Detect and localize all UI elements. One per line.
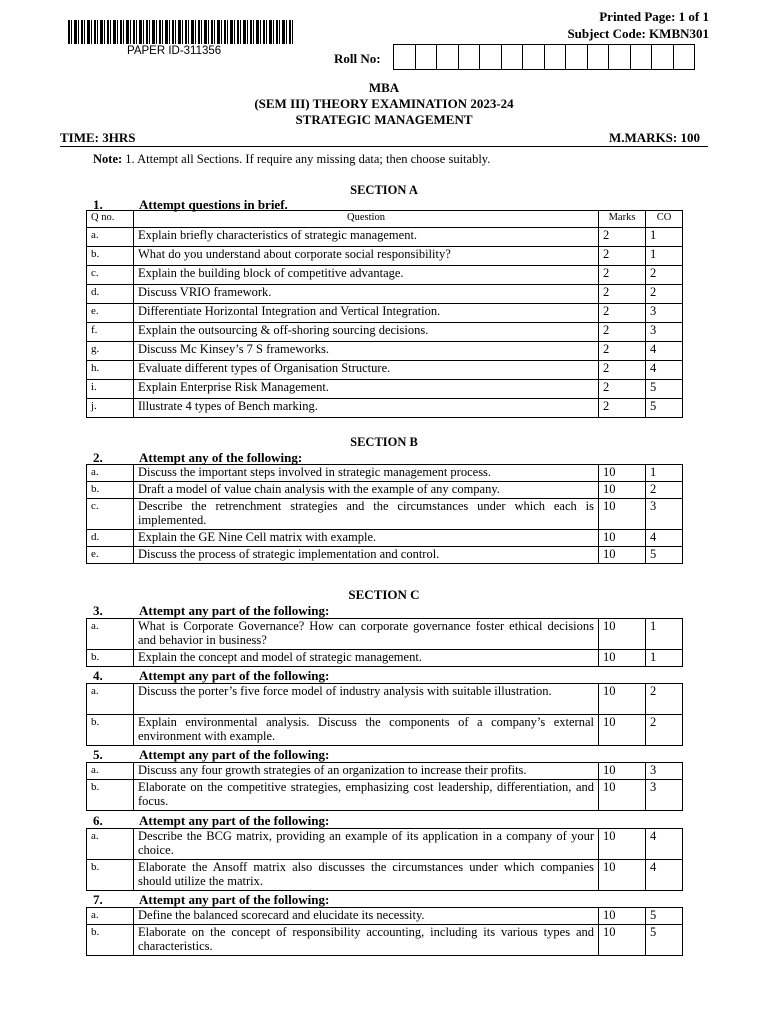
cell-co: 1 (646, 465, 683, 482)
cell-marks: 2 (599, 304, 646, 323)
table-row (87, 530, 683, 547)
section-a-instruction: 1. Attempt questions in brief. (93, 197, 288, 212)
cell-text: Explain Enterprise Risk Management. (134, 380, 599, 399)
cell-marks: 2 (599, 380, 646, 399)
cell-marks: 2 (599, 228, 646, 247)
section-c-instruction: 7. Attempt any part of the following: (93, 892, 330, 907)
section-c-instruction: 5. Attempt any part of the following: (93, 747, 330, 762)
table-row (87, 619, 683, 650)
cell-marks: 10 (599, 482, 646, 499)
table-row (87, 465, 683, 482)
cell-co: 4 (646, 361, 683, 380)
cell-text: Explain briefly characteristics of strategic management. (134, 228, 599, 247)
section-a-title: SECTION A (350, 183, 418, 197)
cell-marks: 10 (599, 908, 646, 925)
cell-marks: 10 (599, 499, 646, 530)
cell-marks: 2 (599, 285, 646, 304)
section-b-instruction: 2. Attempt any of the following: (93, 450, 303, 465)
section-c-table (86, 828, 683, 891)
cell-qno: i. (87, 380, 134, 399)
cell-text: Elaborate on the competitive strategies, emphasizing cost leadership, differentiation, and focus. (134, 780, 599, 811)
time: TIME: 3HRS (60, 130, 136, 145)
cell-qno: b. (87, 860, 134, 891)
table-row (87, 285, 683, 304)
section-c-table (86, 907, 683, 956)
roll-no-label: Roll No: (334, 51, 381, 66)
cell-co: 2 (646, 285, 683, 304)
table-row (87, 715, 683, 746)
cell-text: Elaborate on the concept of responsibility accounting, including its various types and characteristics. (134, 925, 599, 956)
table-row (87, 908, 683, 925)
cell-co: 2 (646, 266, 683, 285)
cell-qno: c. (87, 499, 134, 530)
section-c-instruction: 6. Attempt any part of the following: (93, 813, 330, 828)
cell-co: 2 (646, 482, 683, 499)
header-divider (60, 146, 708, 147)
cell-qno: f. (87, 323, 134, 342)
subject-title: STRATEGIC MANAGEMENT (295, 112, 473, 127)
program: MBA (368, 80, 400, 95)
cell-text: Draft a model of value chain analysis with the example of any company. (134, 482, 599, 499)
cell-co: 4 (646, 860, 683, 891)
max-marks: M.MARKS: 100 (609, 130, 700, 145)
cell-qno: b. (87, 780, 134, 811)
cell-qno: a. (87, 465, 134, 482)
cell-co: 4 (646, 530, 683, 547)
cell-qno: e. (87, 547, 134, 564)
cell-marks: 10 (599, 829, 646, 860)
cell-marks: 10 (599, 619, 646, 650)
cell-marks: 2 (599, 266, 646, 285)
cell-text: Illustrate 4 types of Bench marking. (134, 399, 599, 418)
cell-qno: d. (87, 285, 134, 304)
section-a-table (86, 210, 683, 418)
cell-co: 4 (646, 342, 683, 361)
cell-text: What do you understand about corporate social responsibility? (134, 247, 599, 266)
cell-text: Explain the building block of competitive advantage. (134, 266, 599, 285)
table-header: Q no. Question Marks CO (87, 211, 683, 228)
cell-qno: e. (87, 304, 134, 323)
section-b-table (86, 464, 683, 564)
cell-marks: 2 (599, 361, 646, 380)
table-row (87, 499, 683, 530)
cell-co: 1 (646, 247, 683, 266)
cell-text: Explain environmental analysis. Discuss the components of a company’s external environment with example. (134, 715, 599, 746)
cell-qno: h. (87, 361, 134, 380)
cell-qno: b. (87, 482, 134, 499)
cell-marks: 10 (599, 763, 646, 780)
section-c-title: SECTION C (348, 587, 420, 602)
cell-co: 4 (646, 829, 683, 860)
cell-qno: b. (87, 247, 134, 266)
cell-qno: a. (87, 684, 134, 715)
table-row (87, 342, 683, 361)
table-row (87, 650, 683, 667)
cell-co: 5 (646, 399, 683, 418)
cell-text: Discuss the important steps involved in strategic management process. (134, 465, 599, 482)
table-row (87, 399, 683, 418)
cell-co: 2 (646, 715, 683, 746)
cell-qno: a. (87, 619, 134, 650)
cell-marks: 10 (599, 530, 646, 547)
cell-marks: 10 (599, 780, 646, 811)
table-row (87, 247, 683, 266)
table-row (87, 228, 683, 247)
barcode (68, 20, 295, 44)
cell-marks: 2 (599, 399, 646, 418)
cell-text: Evaluate different types of Organisation Structure. (134, 361, 599, 380)
cell-text: Discuss VRIO framework. (134, 285, 599, 304)
cell-text: Discuss the process of strategic implementation and control. (134, 547, 599, 564)
cell-co: 1 (646, 228, 683, 247)
table-row (87, 925, 683, 956)
table-row (87, 780, 683, 811)
cell-co: 3 (646, 763, 683, 780)
section-c-table (86, 618, 683, 667)
roll-no-boxes (394, 44, 695, 72)
table-row (87, 380, 683, 399)
cell-co: 3 (646, 780, 683, 811)
cell-qno: a. (87, 228, 134, 247)
cell-co: 1 (646, 619, 683, 650)
cell-text: Discuss Mc Kinsey’s 7 S frameworks. (134, 342, 599, 361)
cell-marks: 2 (599, 342, 646, 361)
section-c-table (86, 762, 683, 811)
table-row (87, 304, 683, 323)
cell-co: 5 (646, 908, 683, 925)
cell-qno: g. (87, 342, 134, 361)
section-c-instruction: 4. Attempt any part of the following: (93, 668, 330, 683)
cell-co: 3 (646, 323, 683, 342)
cell-marks: 10 (599, 860, 646, 891)
cell-marks: 10 (599, 650, 646, 667)
cell-text: Elaborate the Ansoff matrix also discusses the circumstances under which companies should utilize the matrix. (134, 860, 599, 891)
table-row (87, 361, 683, 380)
section-c-table (86, 683, 683, 746)
cell-qno: b. (87, 650, 134, 667)
table-row (87, 684, 683, 715)
cell-text: Describe the retrenchment strategies and the circumstances under which each is implemented. (134, 499, 599, 530)
cell-co: 1 (646, 650, 683, 667)
cell-co: 3 (646, 499, 683, 530)
cell-qno: c. (87, 266, 134, 285)
cell-text: Differentiate Horizontal Integration and Vertical Integration. (134, 304, 599, 323)
cell-text: Discuss the porter’s five force model of industry analysis with suitable illustration. (134, 684, 599, 715)
cell-co: 5 (646, 547, 683, 564)
cell-qno: a. (87, 829, 134, 860)
cell-qno: b. (87, 715, 134, 746)
paper-id: PAPER ID-311356 (127, 45, 222, 57)
cell-qno: a. (87, 908, 134, 925)
table-row (87, 860, 683, 891)
cell-text: Explain the concept and model of strategic management. (134, 650, 599, 667)
cell-text: Explain the GE Nine Cell matrix with example. (134, 530, 599, 547)
table-row (87, 323, 683, 342)
cell-co: 5 (646, 925, 683, 956)
cell-qno: d. (87, 530, 134, 547)
cell-marks: 10 (599, 925, 646, 956)
cell-co: 2 (646, 684, 683, 715)
cell-marks: 2 (599, 247, 646, 266)
cell-text: Describe the BCG matrix, providing an example of its application in a company of your choice. (134, 829, 599, 860)
cell-marks: 10 (599, 715, 646, 746)
cell-co: 3 (646, 304, 683, 323)
table-row (87, 266, 683, 285)
cell-text: Explain the outsourcing & off-shoring sourcing decisions. (134, 323, 599, 342)
table-row (87, 829, 683, 860)
cell-text: What is Corporate Governance? How can corporate governance foster ethical decisions and behavior in business? (134, 619, 599, 650)
printed-page: Printed Page: 1 of 1 (599, 9, 709, 24)
section-c-instruction: 3. Attempt any part of the following: (93, 603, 330, 618)
cell-text: Discuss any four growth strategies of an organization to increase their profits. (134, 763, 599, 780)
cell-co: 5 (646, 380, 683, 399)
exam-title: (SEM III) THEORY EXAMINATION 2023-24 (254, 96, 514, 111)
table-row (87, 763, 683, 780)
cell-text: Define the balanced scorecard and elucidate its necessity. (134, 908, 599, 925)
note: Note: 1. Attempt all Sections. If require any missing data; then choose suitably. (93, 152, 491, 166)
table-row (87, 547, 683, 564)
cell-qno: j. (87, 399, 134, 418)
subject-code: Subject Code: KMBN301 (567, 26, 709, 41)
table-row (87, 482, 683, 499)
cell-marks: 2 (599, 323, 646, 342)
cell-qno: a. (87, 763, 134, 780)
cell-marks: 10 (599, 684, 646, 715)
cell-marks: 10 (599, 465, 646, 482)
cell-marks: 10 (599, 547, 646, 564)
cell-qno: b. (87, 925, 134, 956)
section-b-title: SECTION B (350, 435, 418, 449)
